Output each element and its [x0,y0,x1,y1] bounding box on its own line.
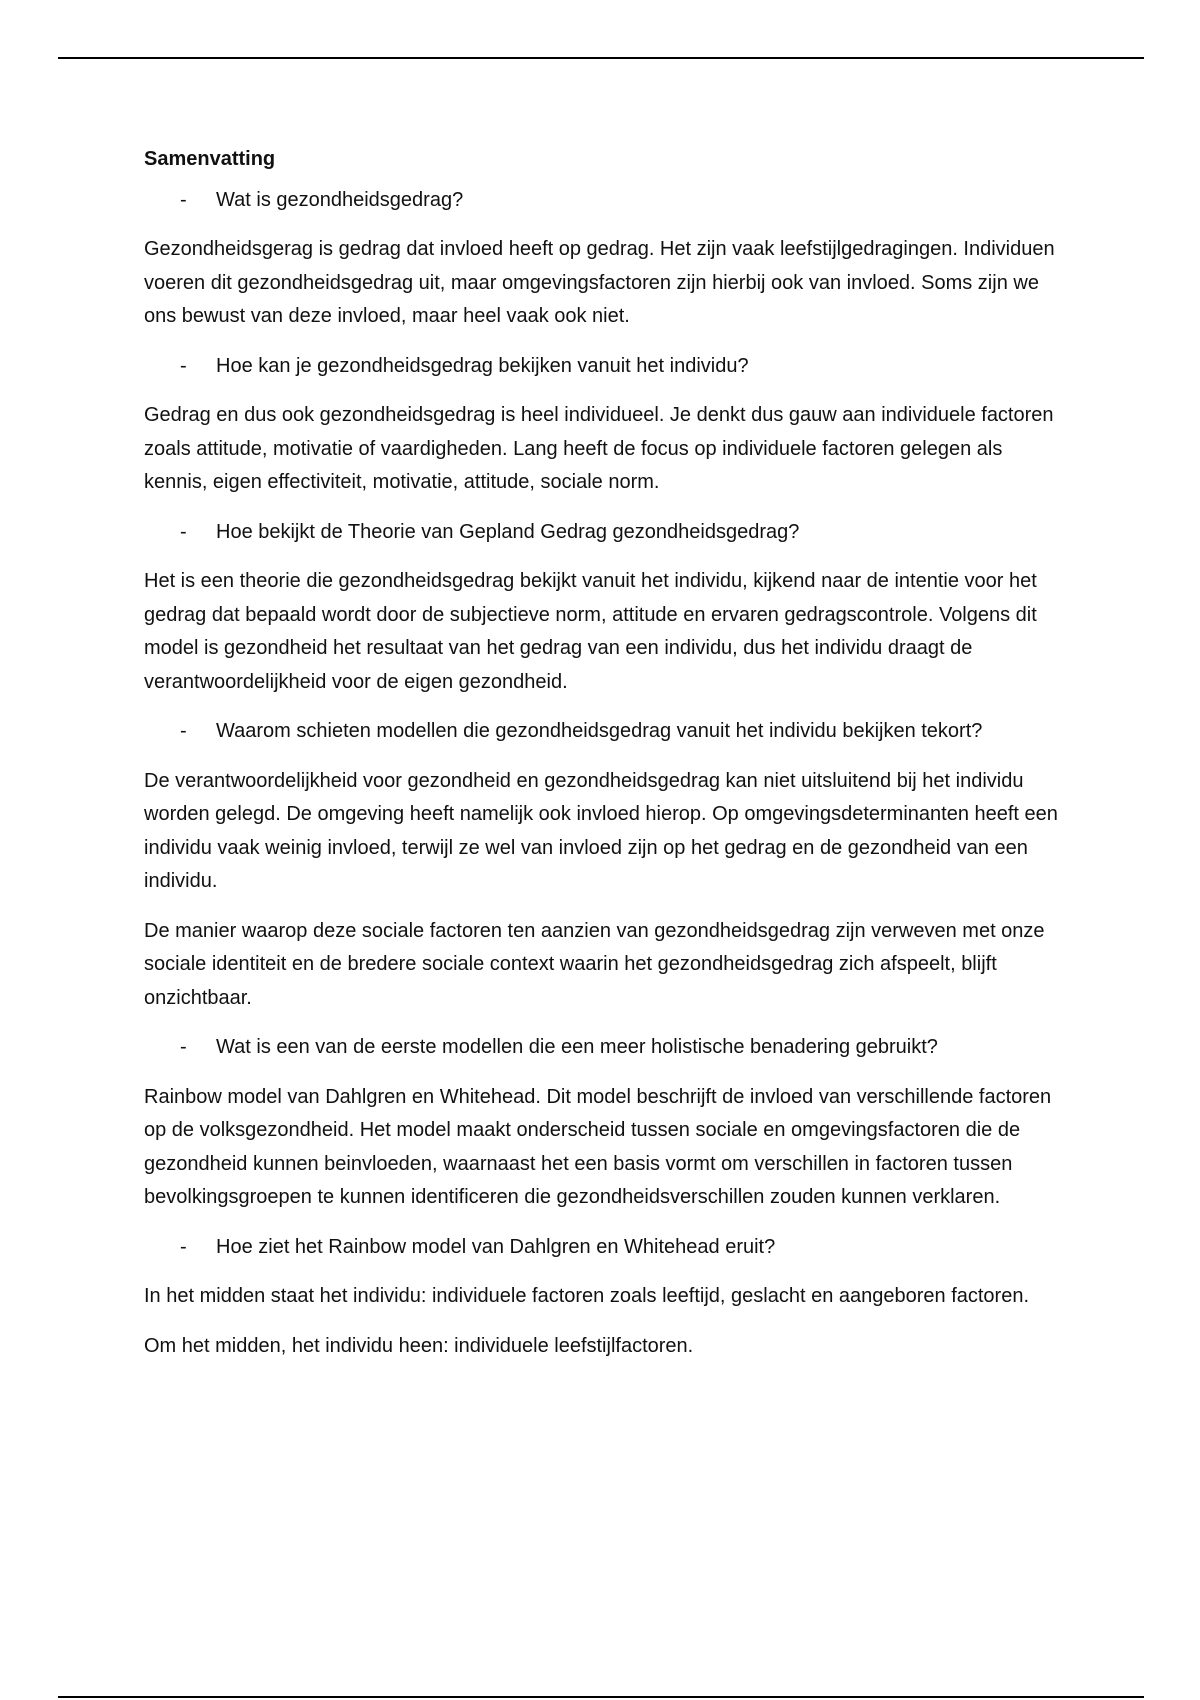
question-item [144,1031,1064,1065]
question-item [144,516,1064,550]
answer-paragraph: Gedrag en dus ook gezondheidsgedrag is heel individueel. Je denkt dus gauw aan individuele factoren zoals attitude, motivatie of vaardigheden. Lang heeft de focus op individuele factoren gelegen als kennis, eigen effectiviteit, motivatie, attitude, sociale norm. [144,404,1054,493]
question-text: Hoe kan je gezondheidsgedrag bekijken vanuit het individu? [216,354,749,377]
header-rule [58,57,1144,59]
answer-paragraph: In het midden staat het individu: individuele factoren zoals leeftijd, geslacht en aangeboren factoren. [144,1285,1030,1307]
document-title: Samenvatting [144,148,276,170]
bullet-dash: - [180,520,187,543]
document-body [144,143,1064,1379]
footer-rule [58,1696,1144,1698]
bullet-dash: - [180,1036,187,1058]
answer-paragraph: Gezondheidsgerag is gedrag dat invloed heeft op gedrag. Het zijn vaak leefstijlgedragingen. Individuen voeren dit gezondheidsgedrag uit, maar omgevingsfactoren zijn hierbij ook van invloed. Soms zijn we ons bewust van deze invloed, maar heel vaak ook niet. [144,238,1055,327]
answer-paragraph: Het is een theorie die gezondheidsgedrag bekijkt vanuit het individu, kijkend naar de intentie voor het gedrag dat bepaald wordt door de subjectieve norm, attitude en ervaren gedragscontrole. Volgens dit model is gezondheid het resultaat van het gedrag van een individu, dus het individu draagt de verantwoordelijkheid voor de eigen gezondheid. [144,570,1037,693]
question-item [144,350,1064,384]
answer-paragraph: Om het midden, het individu heen: individuele leefstijlfactoren. [144,1334,694,1357]
answer-paragraph: De verantwoordelijkheid voor gezondheid en gezondheidsgedrag kan niet uitsluitend bij het individu worden gelegd. De omgeving heeft namelijk ook invloed hierop. Op omgevingsdeterminanten heeft een individu vaak weinig invloed, terwijl ze wel van invloed zijn op het gedrag en de gezondheid van een individu. [144,769,1058,892]
question-item [144,1231,1064,1265]
question-item [144,184,1064,218]
answer-paragraph: Rainbow model van Dahlgren en Whitehead. Dit model beschrijft de invloed van verschillende factoren op de volksgezondheid. Het model maakt onderscheid tussen sociale en omgevingsfactoren die de gezondheid kunnen beinvloeden, waarnaast het een basis vormt om verschillen in factoren tussen bevolkingsgroepen te kunnen identificeren die gezondheidsverschillen zouden kunnen verklaren. [144,1085,1052,1208]
bullet-dash: - [180,720,187,742]
question-item [144,715,1064,749]
question-text: Wat is gezondheidsgedrag? [216,188,464,211]
question-text: Wat is een van de eerste modellen die een meer holistische benadering gebruikt? [216,1036,938,1058]
question-text: Waarom schieten modellen die gezondheidsgedrag vanuit het individu bekijken tekort? [216,720,983,742]
bullet-dash: - [180,188,187,211]
bullet-dash: - [180,354,187,377]
bullet-dash: - [180,1235,187,1258]
answer-paragraph: De manier waarop deze sociale factoren ten aanzien van gezondheidsgedrag zijn verweven met onze sociale identiteit en de bredere sociale context waarin het gezondheidsgedrag zich afspeelt, blijft onzichtbaar. [144,919,1045,1009]
question-text: Hoe bekijkt de Theorie van Gepland Gedrag gezondheidsgedrag? [216,520,800,543]
question-text: Hoe ziet het Rainbow model van Dahlgren en Whitehead eruit? [216,1235,776,1258]
